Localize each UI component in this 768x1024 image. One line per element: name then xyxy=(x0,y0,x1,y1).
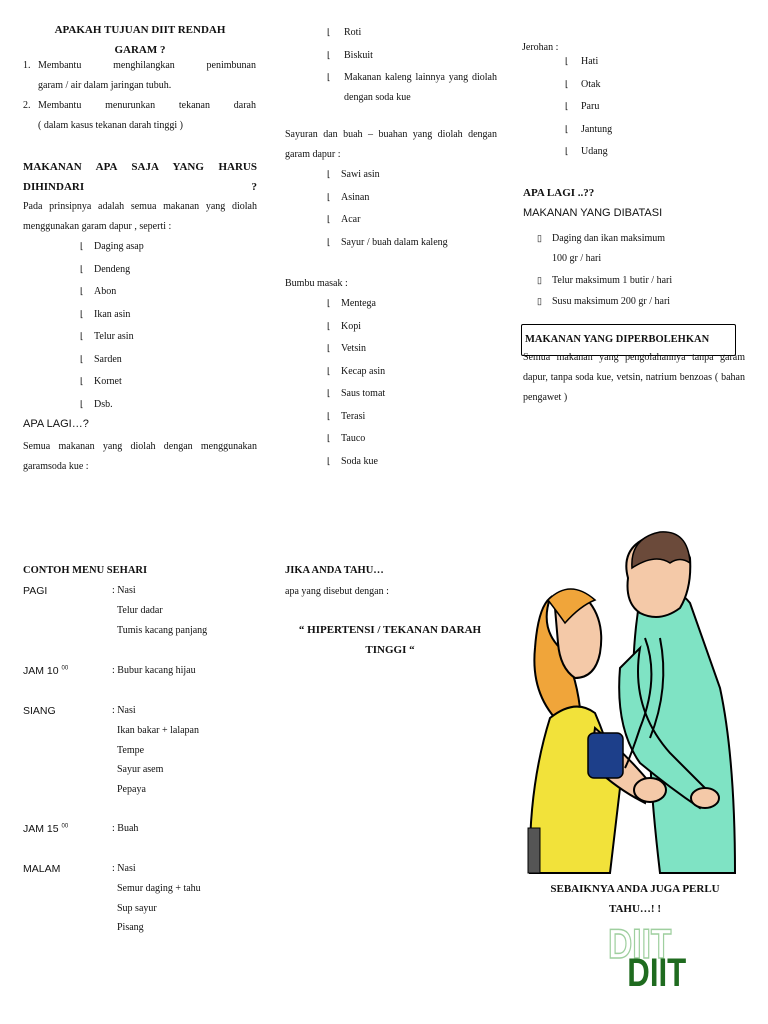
l-bracket-icon: ⌊ xyxy=(80,309,84,320)
menu-time: MALAM xyxy=(23,863,61,875)
veg-text: Asinan xyxy=(341,191,370,203)
allowed-title: MAKANAN YANG DIPERBOLEHKAN xyxy=(525,334,710,345)
veg-text: Sawi asin xyxy=(341,169,380,180)
l-bracket-icon: ⌊ xyxy=(327,73,331,83)
avoid-item xyxy=(80,376,122,387)
l-bracket-icon: ⌊ xyxy=(80,399,84,410)
menu-item: Telur dadar xyxy=(117,604,163,616)
spice-item xyxy=(327,388,385,399)
box-bullet-icon: ▯ xyxy=(537,275,542,285)
avoid-text: Abon xyxy=(94,286,117,297)
menu-item: Sayur asem xyxy=(117,764,164,776)
l-bracket-icon: ⌊ xyxy=(565,102,569,112)
spice-item xyxy=(327,366,385,377)
goal-number: 1. xyxy=(23,60,31,71)
l-bracket-icon: ⌊ xyxy=(327,215,331,225)
spice-item xyxy=(327,456,378,467)
l-bracket-icon: ⌊ xyxy=(327,237,331,248)
spice-item xyxy=(327,433,365,444)
know-title: JIKA ANDA TAHU… xyxy=(285,565,384,576)
menu-time: JAM 10 $^{00}$ xyxy=(23,665,69,677)
limited-line: Daging dan ikan maksimum xyxy=(552,233,666,244)
allowed-text: Semua makanan yang pengolahannya tanpa garam dapur, tanpa soda kue, vetsin, natrium benzoas ( bahan pengawet ) xyxy=(523,352,745,403)
know-sub: apa yang disebut dengan : xyxy=(285,586,389,597)
diet-goal-title: APAKAH TUJUAN DIIT RENDAH GARAM ? xyxy=(54,24,226,56)
l-bracket-icon: ⌊ xyxy=(565,147,569,157)
offal-item xyxy=(565,56,598,67)
spice-text: Kecap asin xyxy=(341,365,386,377)
avoid-item xyxy=(80,309,130,320)
limited-item xyxy=(537,228,665,269)
avoid-title-text: MAKANAN APA SAJA YANG HARUS DIHINDARI ? xyxy=(23,161,257,193)
avoid-text: Sarden xyxy=(94,353,122,365)
soda-item xyxy=(327,23,497,43)
offal-item xyxy=(565,79,600,90)
l-bracket-icon: ⌊ xyxy=(327,411,331,422)
more-title-1: APA LAGI…? xyxy=(23,418,89,430)
limited-line: 100 gr / hari xyxy=(552,253,602,264)
avoid-item xyxy=(80,241,144,252)
menu-time-sup: 00 xyxy=(61,665,69,672)
veg-intro: Sayuran dan buah – buahan yang diolah dengan garam dapur : xyxy=(285,129,497,160)
spice-text: Soda kue xyxy=(341,455,378,467)
goal-line: Membantu menurunkan tekanan darah xyxy=(38,100,256,111)
limited-item xyxy=(537,291,670,312)
diit-logo-text: DIIT xyxy=(627,950,687,993)
l-bracket-icon: ⌊ xyxy=(327,366,331,377)
l-bracket-icon: ⌊ xyxy=(80,377,84,387)
menu-item: : Nasi xyxy=(112,863,136,874)
avoid-text: Kornet xyxy=(94,376,122,387)
blood-pressure-illustration xyxy=(520,528,750,876)
l-bracket-icon: ⌊ xyxy=(565,79,569,90)
cover-caption-line1: SEBAIKNYA ANDA JUGA PERLU xyxy=(550,883,720,895)
know-term-line1: “ HIPERTENSI / TEKANAN DARAH xyxy=(298,624,482,636)
goal-number: 2. xyxy=(23,100,31,111)
l-bracket-icon: ⌊ xyxy=(327,456,331,467)
spice-item xyxy=(327,343,366,354)
limited-item xyxy=(537,270,672,291)
veg-item xyxy=(327,214,360,225)
avoid-item xyxy=(80,399,113,410)
offal-text: Jantung xyxy=(581,123,613,135)
soda-text: Roti xyxy=(344,27,362,38)
menu-item: Tempe xyxy=(117,744,145,756)
menu-time: JAM 15 $^{00}$ xyxy=(23,823,69,835)
menu-item: Ikan bakar + lalapan xyxy=(117,724,199,736)
spice-item xyxy=(327,411,365,422)
menu-item: Pepaya xyxy=(117,784,146,796)
l-bracket-icon: ⌊ xyxy=(80,287,84,297)
cover-caption-line2: TAHU…! ! xyxy=(608,903,662,915)
menu-item: : Buah xyxy=(112,823,139,834)
box-bullet-icon: ▯ xyxy=(537,296,542,306)
l-bracket-icon: ⌊ xyxy=(327,28,331,38)
l-bracket-icon: ⌊ xyxy=(565,124,569,135)
avoid-text: Daging asap xyxy=(94,241,144,252)
goal-line: ( dalam kasus tekanan darah tinggi ) xyxy=(38,120,183,131)
l-bracket-icon: ⌊ xyxy=(327,299,331,309)
more-text-1: Semua makanan yang diolah dengan menggunakan garamsoda kue : xyxy=(23,441,257,472)
goal-line: Membantu menghilangkan penimbunan xyxy=(38,60,256,71)
spice-item xyxy=(327,298,376,309)
menu-item: Sup sayur xyxy=(117,902,157,914)
soda-text: Makanan kaleng lainnya yang diolah dengan soda kue xyxy=(344,72,497,103)
avoid-text: Ikan asin xyxy=(94,308,131,320)
avoid-item xyxy=(80,331,134,342)
avoid-item xyxy=(80,264,130,275)
diit-logo-shadow: DIIT xyxy=(608,921,672,968)
l-bracket-icon: ⌊ xyxy=(327,170,331,180)
l-bracket-icon: ⌊ xyxy=(327,321,331,332)
offal-label: Jerohan : xyxy=(522,42,559,53)
l-bracket-icon: ⌊ xyxy=(327,51,331,61)
veg-item xyxy=(327,192,369,203)
menu-time-sup: 00 xyxy=(61,823,69,830)
offal-item xyxy=(565,124,612,135)
menu-item: Semur daging + tahu xyxy=(117,882,201,894)
box-bullet-icon: ▯ xyxy=(537,233,542,243)
avoid-intro: Pada prinsipnya adalah semua makanan yang diolah menggunakan garam dapur , seperti : xyxy=(23,201,257,232)
offal-item xyxy=(565,146,608,157)
l-bracket-icon: ⌊ xyxy=(327,344,331,354)
limited-line: Telur maksimum 1 butir / hari xyxy=(552,275,673,286)
offal-text: Paru xyxy=(581,101,600,112)
diit-logo xyxy=(600,918,710,993)
offal-text: Hati xyxy=(581,56,599,67)
goal-line: garam / air dalam jaringan tubuh. xyxy=(38,80,172,91)
spice-intro: Bumbu masak : xyxy=(285,278,348,289)
l-bracket-icon: ⌊ xyxy=(327,389,331,399)
l-bracket-icon: ⌊ xyxy=(565,57,569,67)
menu-item: : Nasi xyxy=(112,705,136,716)
avoid-text: Dendeng xyxy=(94,263,131,275)
offal-text: Udang xyxy=(581,146,608,157)
soda-item xyxy=(327,68,497,108)
l-bracket-icon: ⌊ xyxy=(327,434,331,444)
l-bracket-icon: ⌊ xyxy=(80,332,84,342)
know-term-line2: TINGGI “ xyxy=(365,644,415,656)
menu-item: Tumis kacang panjang xyxy=(117,624,208,636)
spice-text: Saus tomat xyxy=(341,388,386,399)
avoid-text: Telur asin xyxy=(94,331,134,342)
limited-title: MAKANAN YANG DIBATASI xyxy=(523,207,663,219)
spice-text: Vetsin xyxy=(341,343,366,354)
menu-title: CONTOH MENU SEHARI xyxy=(23,565,148,576)
menu-item: : Nasi xyxy=(112,585,136,596)
offal-text: Otak xyxy=(581,78,601,90)
offal-item xyxy=(565,101,599,112)
menu-time: SIANG xyxy=(23,705,56,717)
veg-item xyxy=(327,237,448,248)
menu-item: Pisang xyxy=(117,922,144,934)
veg-text: Acar xyxy=(341,214,361,225)
avoid-item xyxy=(80,354,122,365)
menu-item: : Bubur kacang hijau xyxy=(112,665,196,676)
avoid-title xyxy=(23,157,257,197)
avoid-item xyxy=(80,286,116,297)
soda-item xyxy=(327,46,497,66)
veg-text: Sayur / buah dalam kaleng xyxy=(341,236,448,248)
l-bracket-icon: ⌊ xyxy=(80,242,84,252)
limited-line: Susu maksimum 200 gr / hari xyxy=(552,296,671,307)
menu-time: PAGI xyxy=(23,585,48,597)
soda-text: Biskuit xyxy=(344,50,373,61)
more-title-2: APA LAGI ..?? xyxy=(523,187,595,199)
l-bracket-icon: ⌊ xyxy=(327,192,331,203)
spice-text: Mentega xyxy=(341,298,376,309)
spice-text: Kopi xyxy=(341,320,361,332)
spice-text: Tauco xyxy=(341,433,366,444)
veg-item xyxy=(327,169,380,180)
l-bracket-icon: ⌊ xyxy=(80,354,84,365)
avoid-text: Dsb. xyxy=(94,398,113,410)
l-bracket-icon: ⌊ xyxy=(80,264,84,275)
spice-text: Terasi xyxy=(341,410,366,422)
spice-item xyxy=(327,321,361,332)
